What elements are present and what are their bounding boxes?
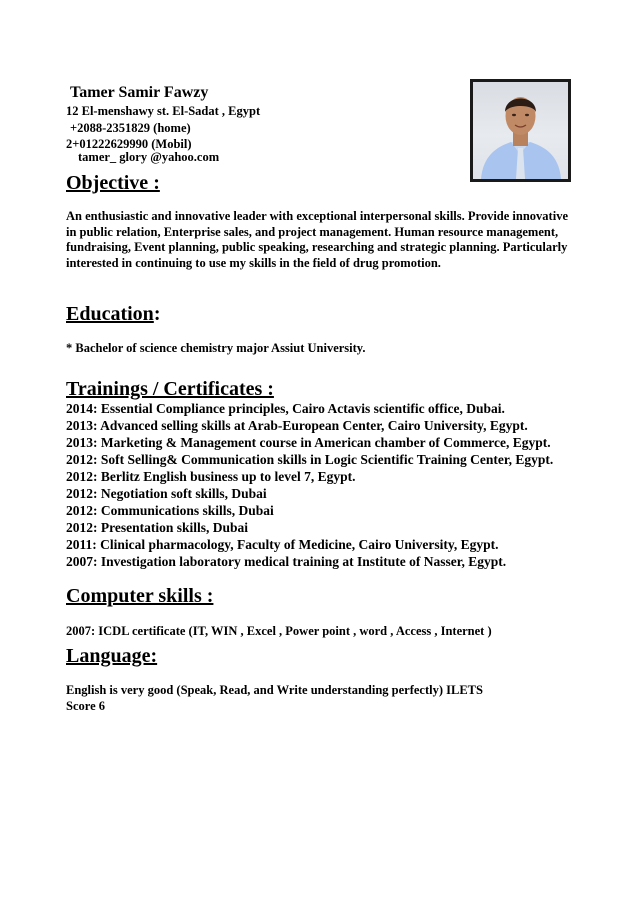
candidate-name: Tamer Samir Fawzy xyxy=(70,84,209,101)
computer-skills-heading-text: Computer skills : xyxy=(66,585,214,607)
training-item: 2012: Presentation skills, Dubai xyxy=(66,520,249,535)
objective-heading-text: Objective : xyxy=(66,172,160,194)
trainings-heading xyxy=(66,378,274,401)
education-heading xyxy=(66,303,160,326)
phone-mobile: 2+01222629990 (Mobil) xyxy=(66,137,192,151)
objective-heading xyxy=(66,172,160,195)
computer-skills-text: 2007: ICDL certificate (IT, WIN , Excel , Power point , word , Access , Internet ) xyxy=(66,624,492,638)
training-item: 2011: Clinical pharmacology, Faculty of Medicine, Cairo University, Egypt. xyxy=(66,537,499,552)
trainings-heading-text: Trainings / Certificates : xyxy=(66,378,274,400)
address: 12 El-menshawy st. El-Sadat , Egypt xyxy=(66,104,261,118)
training-item: 2012: Negotiation soft skills, Dubai xyxy=(66,486,267,501)
person-portrait-icon xyxy=(473,82,568,179)
education-heading-text: Education xyxy=(66,303,154,325)
training-item: 2012: Berlitz English business up to level 7, Egypt. xyxy=(66,469,356,484)
education-heading-colon: : xyxy=(153,303,161,325)
objective-text: An enthusiastic and innovative leader with exceptional interpersonal skills. Provide innovative in public relation, Enterprise sales, and project management. Human resource management, fundraising, Event planning, public speaking, researching and strategic planning. Particularly interested in continuing to use my skills in the field of drug promotion. xyxy=(66,209,568,271)
language-heading xyxy=(66,645,157,668)
language-text-line2: Score 6 xyxy=(66,699,105,713)
education-item: * Bachelor of science chemistry major Assiut University. xyxy=(66,341,366,355)
training-item: 2012: Soft Selling& Communication skills in Logic Scientific Training Center, Egypt. xyxy=(66,452,554,467)
profile-photo-frame xyxy=(470,79,571,182)
training-item: 2007: Investigation laboratory medical training at Institute of Nasser, Egypt. xyxy=(66,554,507,569)
profile-photo xyxy=(473,82,568,179)
training-item: 2013: Marketing & Management course in American chamber of Commerce, Egypt. xyxy=(66,435,551,450)
training-item: 2013: Advanced selling skills at Arab-European Center, Cairo University, Egypt. xyxy=(66,418,528,433)
computer-skills-heading xyxy=(66,585,213,608)
email: tamer_ glory @yahoo.com xyxy=(78,150,220,164)
training-item: 2014: Essential Compliance principles, Cairo Actavis scientific office, Dubai. xyxy=(66,401,505,416)
language-text-line1: English is very good (Speak, Read, and Write understanding perfectly) ILETS xyxy=(66,683,483,697)
language-heading-text: Language: xyxy=(66,645,158,667)
phone-home: +2088-2351829 (home) xyxy=(70,121,191,135)
trainings-list xyxy=(66,400,553,570)
training-item: 2012: Communications skills, Dubai xyxy=(66,503,274,518)
